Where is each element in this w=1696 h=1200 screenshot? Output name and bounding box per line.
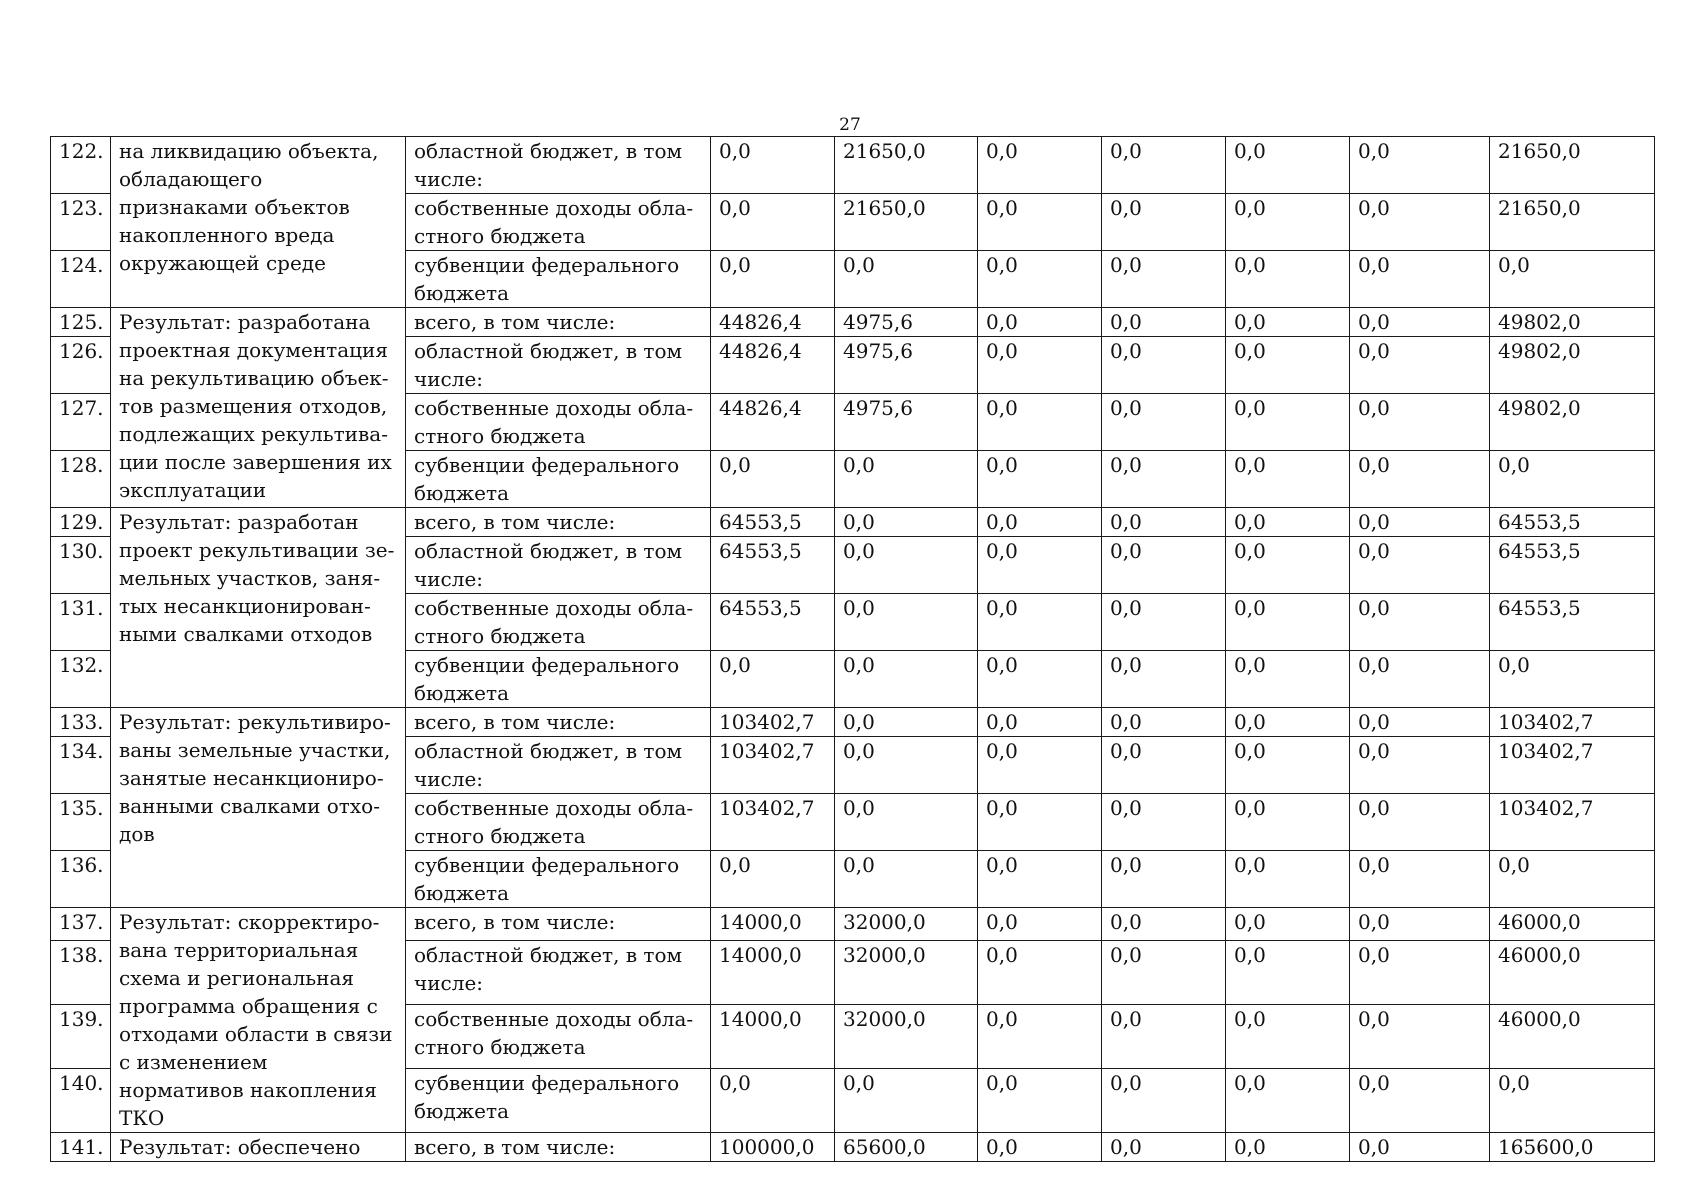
value-cell: 0,0 xyxy=(978,1133,1102,1162)
value-cell: 0,0 xyxy=(978,851,1102,908)
value-cell: 0,0 xyxy=(1102,851,1226,908)
value-cell: 0,0 xyxy=(1350,137,1490,194)
funding-source: областной бюджет, в том числе: xyxy=(406,137,711,194)
value-cell: 21650,0 xyxy=(835,194,978,251)
value-cell: 14000,0 xyxy=(711,1004,835,1068)
total-value-cell: 46000,0 xyxy=(1490,908,1655,941)
total-value-cell: 103402,7 xyxy=(1490,708,1655,737)
funding-source: всего, в том числе: xyxy=(406,1133,711,1162)
value-cell: 0,0 xyxy=(1226,251,1350,308)
value-cell: 0,0 xyxy=(1226,851,1350,908)
total-value-cell: 64553,5 xyxy=(1490,537,1655,594)
total-value-cell: 46000,0 xyxy=(1490,940,1655,1004)
row-number: 122. xyxy=(51,137,111,194)
value-cell: 0,0 xyxy=(835,794,978,851)
value-cell: 0,0 xyxy=(1350,194,1490,251)
result-description: Результат: рекультивиро-ваны земельные участки, занятые несанкциониро-ванными свалками отхо-дов xyxy=(111,708,406,908)
value-cell: 0,0 xyxy=(1226,537,1350,594)
funding-source: областной бюджет, в том числе: xyxy=(406,537,711,594)
value-cell: 0,0 xyxy=(1102,251,1226,308)
value-cell: 0,0 xyxy=(835,251,978,308)
value-cell: 14000,0 xyxy=(711,940,835,1004)
value-cell: 0,0 xyxy=(1350,851,1490,908)
value-cell: 0,0 xyxy=(1350,451,1490,508)
total-value-cell: 0,0 xyxy=(1490,1068,1655,1132)
value-cell: 0,0 xyxy=(1350,651,1490,708)
total-value-cell: 49802,0 xyxy=(1490,308,1655,337)
value-cell: 0,0 xyxy=(835,508,978,537)
funding-source: субвенции федерального бюджета xyxy=(406,1068,711,1132)
value-cell: 0,0 xyxy=(711,137,835,194)
table-row xyxy=(51,908,1655,941)
value-cell: 32000,0 xyxy=(835,1004,978,1068)
funding-source: областной бюджет, в том числе: xyxy=(406,940,711,1004)
value-cell: 0,0 xyxy=(1102,194,1226,251)
value-cell: 0,0 xyxy=(978,451,1102,508)
row-number: 127. xyxy=(51,394,111,451)
value-cell: 0,0 xyxy=(1102,794,1226,851)
value-cell: 4975,6 xyxy=(835,394,978,451)
value-cell: 100000,0 xyxy=(711,1133,835,1162)
total-value-cell: 64553,5 xyxy=(1490,594,1655,651)
value-cell: 0,0 xyxy=(1226,1133,1350,1162)
value-cell: 14000,0 xyxy=(711,908,835,941)
value-cell: 0,0 xyxy=(1102,308,1226,337)
value-cell: 0,0 xyxy=(1350,394,1490,451)
value-cell: 44826,4 xyxy=(711,394,835,451)
total-value-cell: 0,0 xyxy=(1490,651,1655,708)
value-cell: 0,0 xyxy=(978,940,1102,1004)
value-cell: 0,0 xyxy=(978,337,1102,394)
value-cell: 0,0 xyxy=(1350,337,1490,394)
value-cell: 65600,0 xyxy=(835,1133,978,1162)
value-cell: 0,0 xyxy=(835,651,978,708)
value-cell: 0,0 xyxy=(1102,908,1226,941)
total-value-cell: 46000,0 xyxy=(1490,1004,1655,1068)
funding-source: областной бюджет, в том числе: xyxy=(406,737,711,794)
value-cell: 0,0 xyxy=(1102,337,1226,394)
value-cell: 0,0 xyxy=(711,194,835,251)
funding-source: субвенции федерального бюджета xyxy=(406,851,711,908)
value-cell: 44826,4 xyxy=(711,308,835,337)
result-description: Результат: скорректиро-вана территориальная схема и региональная программа обращения с отходами области в связи с изменением нормативов накопления ТКО xyxy=(111,908,406,1133)
total-value-cell: 49802,0 xyxy=(1490,394,1655,451)
value-cell: 64553,5 xyxy=(711,508,835,537)
value-cell: 0,0 xyxy=(978,794,1102,851)
table-row xyxy=(51,308,1655,337)
total-value-cell: 21650,0 xyxy=(1490,137,1655,194)
total-value-cell: 64553,5 xyxy=(1490,508,1655,537)
funding-source: собственные доходы обла-стного бюджета xyxy=(406,1004,711,1068)
value-cell: 0,0 xyxy=(1102,537,1226,594)
value-cell: 0,0 xyxy=(978,251,1102,308)
table-row xyxy=(51,508,1655,537)
total-value-cell: 165600,0 xyxy=(1490,1133,1655,1162)
value-cell: 0,0 xyxy=(1226,1004,1350,1068)
value-cell: 0,0 xyxy=(1226,594,1350,651)
value-cell: 0,0 xyxy=(711,451,835,508)
value-cell: 0,0 xyxy=(978,394,1102,451)
total-value-cell: 0,0 xyxy=(1490,251,1655,308)
value-cell: 0,0 xyxy=(1350,508,1490,537)
value-cell: 0,0 xyxy=(1102,737,1226,794)
value-cell: 0,0 xyxy=(835,451,978,508)
value-cell: 0,0 xyxy=(1350,1133,1490,1162)
total-value-cell: 0,0 xyxy=(1490,451,1655,508)
value-cell: 103402,7 xyxy=(711,737,835,794)
value-cell: 0,0 xyxy=(1102,137,1226,194)
total-value-cell: 21650,0 xyxy=(1490,194,1655,251)
value-cell: 0,0 xyxy=(1226,908,1350,941)
budget-table xyxy=(50,136,1655,1162)
value-cell: 4975,6 xyxy=(835,308,978,337)
value-cell: 0,0 xyxy=(1226,508,1350,537)
value-cell: 0,0 xyxy=(1226,737,1350,794)
page-number: 27 xyxy=(839,115,861,135)
total-value-cell: 103402,7 xyxy=(1490,794,1655,851)
row-number: 124. xyxy=(51,251,111,308)
row-number: 132. xyxy=(51,651,111,708)
value-cell: 32000,0 xyxy=(835,940,978,1004)
funding-source: субвенции федерального бюджета xyxy=(406,651,711,708)
row-number: 136. xyxy=(51,851,111,908)
row-number: 130. xyxy=(51,537,111,594)
value-cell: 0,0 xyxy=(978,537,1102,594)
value-cell: 0,0 xyxy=(978,137,1102,194)
value-cell: 0,0 xyxy=(1350,537,1490,594)
funding-source: областной бюджет, в том числе: xyxy=(406,337,711,394)
funding-source: всего, в том числе: xyxy=(406,708,711,737)
value-cell: 0,0 xyxy=(1102,451,1226,508)
value-cell: 0,0 xyxy=(1226,708,1350,737)
value-cell: 0,0 xyxy=(1350,708,1490,737)
value-cell: 0,0 xyxy=(1350,1004,1490,1068)
value-cell: 0,0 xyxy=(1350,940,1490,1004)
funding-source: всего, в том числе: xyxy=(406,908,711,941)
value-cell: 0,0 xyxy=(1102,594,1226,651)
value-cell: 21650,0 xyxy=(835,137,978,194)
total-value-cell: 0,0 xyxy=(1490,851,1655,908)
value-cell: 0,0 xyxy=(1350,794,1490,851)
value-cell: 0,0 xyxy=(1102,1068,1226,1132)
value-cell: 0,0 xyxy=(1226,451,1350,508)
row-number: 140. xyxy=(51,1068,111,1132)
value-cell: 0,0 xyxy=(978,594,1102,651)
value-cell: 0,0 xyxy=(1350,594,1490,651)
row-number: 123. xyxy=(51,194,111,251)
row-number: 137. xyxy=(51,908,111,941)
value-cell: 0,0 xyxy=(835,537,978,594)
value-cell: 0,0 xyxy=(1350,308,1490,337)
result-description: Результат: разработана проектная документация на рекультивацию объек-тов размещения отходов, подлежащих рекультива-ции после завершения их эксплуатации xyxy=(111,308,406,508)
funding-source: собственные доходы обла-стного бюджета xyxy=(406,394,711,451)
value-cell: 0,0 xyxy=(1102,708,1226,737)
value-cell: 103402,7 xyxy=(711,708,835,737)
value-cell: 0,0 xyxy=(978,708,1102,737)
value-cell: 0,0 xyxy=(711,651,835,708)
value-cell: 0,0 xyxy=(1226,651,1350,708)
value-cell: 0,0 xyxy=(978,908,1102,941)
value-cell: 0,0 xyxy=(1350,1068,1490,1132)
value-cell: 32000,0 xyxy=(835,908,978,941)
value-cell: 0,0 xyxy=(1350,737,1490,794)
value-cell: 0,0 xyxy=(711,851,835,908)
row-number: 135. xyxy=(51,794,111,851)
value-cell: 0,0 xyxy=(835,1068,978,1132)
value-cell: 0,0 xyxy=(1226,337,1350,394)
row-number: 129. xyxy=(51,508,111,537)
result-description: на ликвидацию объекта, обладающего признаками объектов накопленного вреда окружающей среде xyxy=(111,137,406,308)
value-cell: 0,0 xyxy=(835,851,978,908)
row-number: 141. xyxy=(51,1133,111,1162)
value-cell: 0,0 xyxy=(1350,908,1490,941)
value-cell: 64553,5 xyxy=(711,594,835,651)
value-cell: 0,0 xyxy=(1102,1004,1226,1068)
table-row xyxy=(51,137,1655,194)
value-cell: 0,0 xyxy=(1226,940,1350,1004)
value-cell: 64553,5 xyxy=(711,537,835,594)
total-value-cell: 49802,0 xyxy=(1490,337,1655,394)
result-description: Результат: разработан проект рекультивации зе-мельных участков, заня-тых несанкционирован-ными свалками отходов xyxy=(111,508,406,708)
funding-source: всего, в том числе: xyxy=(406,508,711,537)
value-cell: 0,0 xyxy=(1226,137,1350,194)
value-cell: 0,0 xyxy=(978,194,1102,251)
value-cell: 0,0 xyxy=(978,1068,1102,1132)
value-cell: 44826,4 xyxy=(711,337,835,394)
value-cell: 103402,7 xyxy=(711,794,835,851)
row-number: 139. xyxy=(51,1004,111,1068)
value-cell: 0,0 xyxy=(1102,1133,1226,1162)
row-number: 125. xyxy=(51,308,111,337)
value-cell: 0,0 xyxy=(978,308,1102,337)
funding-source: всего, в том числе: xyxy=(406,308,711,337)
row-number: 128. xyxy=(51,451,111,508)
value-cell: 0,0 xyxy=(1226,308,1350,337)
value-cell: 0,0 xyxy=(978,508,1102,537)
funding-source: субвенции федерального бюджета xyxy=(406,451,711,508)
funding-source: субвенции федерального бюджета xyxy=(406,251,711,308)
value-cell: 0,0 xyxy=(1226,1068,1350,1132)
row-number: 131. xyxy=(51,594,111,651)
value-cell: 0,0 xyxy=(1226,794,1350,851)
value-cell: 0,0 xyxy=(835,708,978,737)
table-row xyxy=(51,1133,1655,1162)
value-cell: 0,0 xyxy=(1102,940,1226,1004)
value-cell: 0,0 xyxy=(978,1004,1102,1068)
row-number: 138. xyxy=(51,940,111,1004)
value-cell: 0,0 xyxy=(711,1068,835,1132)
value-cell: 0,0 xyxy=(1226,394,1350,451)
value-cell: 0,0 xyxy=(835,737,978,794)
value-cell: 0,0 xyxy=(1102,508,1226,537)
value-cell: 0,0 xyxy=(711,251,835,308)
value-cell: 0,0 xyxy=(835,594,978,651)
value-cell: 4975,6 xyxy=(835,337,978,394)
funding-source: собственные доходы обла-стного бюджета xyxy=(406,594,711,651)
result-description: Результат: обеспечено xyxy=(111,1133,406,1162)
value-cell: 0,0 xyxy=(978,651,1102,708)
value-cell: 0,0 xyxy=(1350,251,1490,308)
table-row xyxy=(51,708,1655,737)
total-value-cell: 103402,7 xyxy=(1490,737,1655,794)
row-number: 134. xyxy=(51,737,111,794)
row-number: 126. xyxy=(51,337,111,394)
funding-source: собственные доходы обла-стного бюджета xyxy=(406,794,711,851)
value-cell: 0,0 xyxy=(978,737,1102,794)
value-cell: 0,0 xyxy=(1102,651,1226,708)
row-number: 133. xyxy=(51,708,111,737)
funding-source: собственные доходы обла-стного бюджета xyxy=(406,194,711,251)
value-cell: 0,0 xyxy=(1226,194,1350,251)
value-cell: 0,0 xyxy=(1102,394,1226,451)
